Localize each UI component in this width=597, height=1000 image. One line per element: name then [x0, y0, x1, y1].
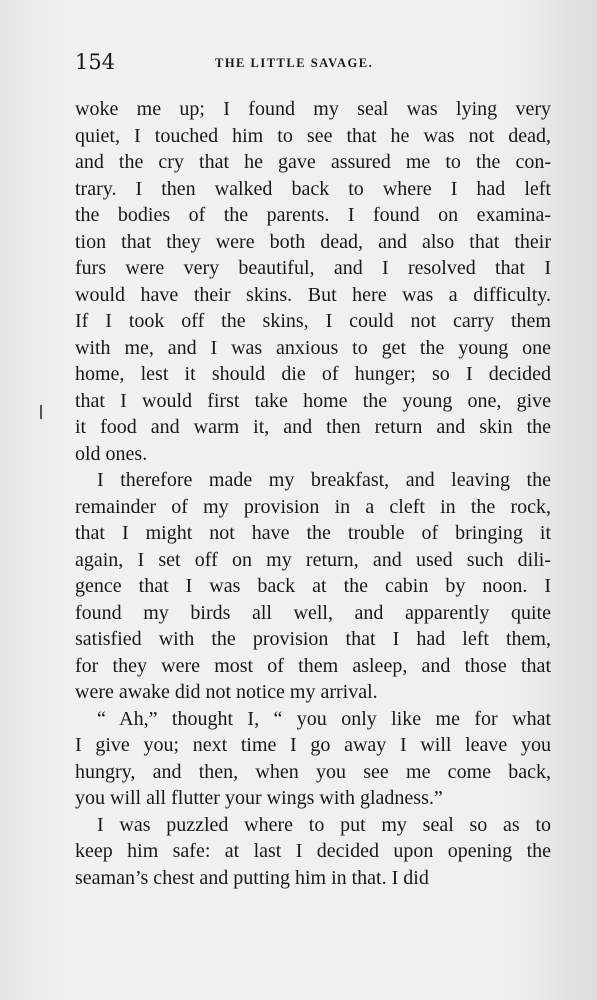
text-line: trary. I then walked back to where I had left — [75, 177, 551, 200]
body-text — [75, 96, 551, 891]
text-line: I give you; next time I go away I will leave you — [75, 734, 551, 756]
text-line: gence that I was back at the cabin by noon. I — [75, 575, 551, 597]
text-line: again, I set off on my return, and used such dili- — [75, 548, 551, 571]
text-line: keep him safe: at last I decided upon opening the — [75, 840, 551, 862]
text-line: for they were most of them asleep, and those that — [75, 654, 551, 677]
text-line: with me, and I was anxious to get the young one — [75, 336, 551, 359]
text-line: tion that they were both dead, and also that their — [75, 230, 551, 253]
text-line: and the cry that he gave assured me to the con- — [75, 151, 551, 173]
paragraph — [75, 467, 551, 706]
text-line: were awake did not notice my arrival. — [75, 681, 378, 703]
paragraph — [75, 812, 551, 892]
margin-mark — [40, 405, 42, 419]
text-line: remainder of my provision in a cleft in the rock, — [75, 495, 551, 518]
text-line: that I might not have the trouble of bringing it — [75, 522, 551, 544]
running-head: THE LITTLE SAVAGE. — [215, 56, 374, 70]
text-line: furs were very beautiful, and I resolved that I — [75, 257, 551, 279]
page-number: 154 — [75, 50, 116, 74]
text-line: “ Ah,” thought I, “ you only like me for what — [97, 707, 551, 730]
text-line: woke me up; I found my seal was lying very — [75, 98, 551, 120]
text-line: would have their skins. But here was a difficulty. — [75, 283, 551, 306]
text-line: seaman’s chest and putting him in that. I did — [75, 866, 429, 889]
text-line: the bodies of the parents. I found on examina- — [75, 204, 551, 226]
text-line: If I took off the skins, I could not carry them — [75, 310, 551, 332]
text-line: I was puzzled where to put my seal so as to — [97, 813, 551, 836]
text-line: quiet, I touched him to see that he was not dead, — [75, 124, 551, 147]
page-header — [75, 50, 550, 80]
text-line: found my birds all well, and apparently quite — [75, 601, 551, 624]
text-line: hungry, and then, when you see me come back, — [75, 760, 551, 783]
text-line: you will all flutter your wings with gladness.” — [75, 787, 443, 809]
text-line: I therefore made my breakfast, and leaving the — [97, 469, 551, 491]
paragraph — [75, 706, 551, 812]
paragraph — [75, 96, 551, 467]
text-line: home, lest it should die of hunger; so I decided — [75, 363, 551, 385]
text-line: satisfied with the provision that I had left them, — [75, 628, 551, 650]
text-line: old ones. — [75, 442, 148, 465]
text-line: that I would first take home the young one, give — [75, 389, 551, 412]
text-line: it food and warm it, and then return and skin the — [75, 416, 551, 438]
